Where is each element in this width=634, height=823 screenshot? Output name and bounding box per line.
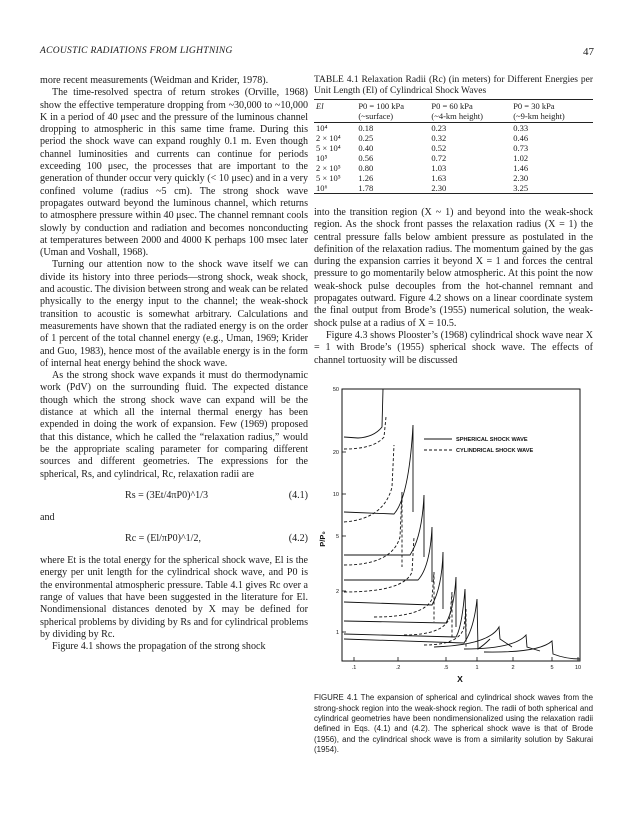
table-row — [314, 143, 593, 153]
cylindrical-profile — [374, 572, 434, 622]
equation-number: (4.1) — [288, 489, 308, 501]
spherical-profile — [344, 552, 443, 609]
table-row — [314, 133, 593, 143]
table-cell: 0.33 — [513, 123, 529, 133]
equation-text: Rc = (El/πP0)^1/2, — [125, 533, 202, 545]
y-tick-label: 1 — [335, 629, 339, 636]
x-tick-label: 5 — [550, 664, 554, 671]
table-cell: 1.02 — [513, 153, 529, 163]
table-cell: 0.72 — [431, 153, 447, 163]
cylindrical-profile — [344, 492, 402, 567]
paragraph: Figure 4.3 shows Plooster’s (1968) cylindrical shock wave near X = 1 with Brode’s (1955) spherical shock wave. The effects of channel tortuosity will be discussed — [314, 329, 593, 366]
y-tick-label: 10 — [332, 491, 339, 498]
table-header: P0 = 30 kPa — [513, 101, 555, 111]
table-cell: 0.80 — [358, 163, 374, 173]
table-cell: 0.18 — [358, 123, 374, 133]
cylindrical-profiles — [344, 417, 466, 649]
page-number: 47 — [583, 46, 594, 58]
legend-label-cylindrical: CYLINDRICAL SHOCK WAVE — [456, 447, 534, 454]
paragraph: Turning our attention now to the shock wave itself we can divide its history into three periods—strong shock, weak shock, and acoustic. The division between strong and weak can be related physically to the energy input to the channel; the weak-shock transition to acoustic is somewhat arbitrary. Calculations and measurements have shown that the radiated energy is on the order of 1 percent of the total channel energy (e.g., Uman, 1969; Krider and Guo, 1983), hence most of the available energy is in the form of internal heat energy behind the shock wave. — [40, 259, 308, 369]
table-cell: 5 × 10⁵ — [316, 173, 341, 183]
relaxation-radii-table — [314, 99, 593, 194]
paragraph: Figure 4.1 shows the propagation of the strong shock — [52, 641, 266, 653]
table-cell: 1.78 — [358, 183, 374, 193]
spherical-profiles — [344, 389, 580, 659]
table-subheader: (~surface) — [356, 111, 429, 123]
x-axis-label: X — [457, 673, 463, 684]
x-tick-label: .2 — [395, 664, 401, 671]
x-tick-label: 1 — [475, 664, 479, 671]
y-tick-label: 2 — [335, 588, 339, 595]
y-tick-label: 50 — [332, 386, 339, 393]
table-cell: 2 × 10⁵ — [316, 163, 341, 173]
table-cell: 10⁴ — [316, 123, 328, 133]
x-tick-label: 2 — [511, 664, 515, 671]
paragraph: into the transition region (X ~ 1) and beyond into the weak-shock region. As the shock front passes the relaxation radius (X = 1) the central pressure falls below ambient pressure as postulated in the definition of the relaxation radius. The momentum gained by the gas during the expansion carries it beyond X = 1 and forces the central pressure to go momentarily below atmospheric. At this point the now weak-shock pulse decouples from the hot-channel remnant and propagates outward. Figure 4.2 shows on a linear coordinate system the final output from Brode’s (1955) numerical solution, the weak-shock pulse at a radius of X = 10.5. — [314, 207, 593, 329]
spherical-profile — [484, 641, 580, 659]
shock-wave-plot — [314, 377, 593, 687]
table-cell: 10⁶ — [316, 183, 328, 193]
paragraph: where Et is the total energy for the spherical shock wave, El is the energy per unit length for the cylindrical shock wave, and P0 is the environmental atmospheric pressure. Table 4.1 gives Rc over a range of values that have been suggested in the literature for El. Nondimensional distances denoted by X may be defined for spherical problems by dividing by Rs and for cylindrical problems by dividing by Rc. — [40, 555, 308, 640]
table-cell: 2 × 10⁴ — [316, 133, 341, 143]
table-cell: 0.25 — [358, 133, 374, 143]
table-cell: 10⁵ — [316, 153, 328, 163]
spherical-profile — [344, 599, 490, 649]
table-row — [314, 123, 593, 134]
paragraph: more recent measurements (Weidman and Krider, 1978). — [40, 75, 269, 86]
table-caption: TABLE 4.1 Relaxation Radii (Rc) (in meters) for Different Energies per Unit Length (El) of Cylindrical Shock Waves — [314, 75, 593, 96]
table-cell: 1.63 — [431, 173, 447, 183]
spherical-profile — [344, 495, 424, 557]
table-row — [314, 163, 593, 173]
table-row — [314, 183, 593, 194]
spherical-profile — [344, 589, 466, 639]
table-cell: 3.25 — [513, 183, 529, 193]
equation-number: (4.2) — [288, 533, 308, 545]
table-header-el: El — [316, 101, 324, 111]
y-tick-label: 5 — [335, 533, 339, 540]
legend-label-spherical: SPHERICAL SHOCK WAVE — [456, 436, 528, 443]
table-cell: 1.46 — [513, 163, 529, 173]
table-subheader: (~9-km height) — [511, 111, 593, 123]
x-tick-label: .5 — [443, 664, 449, 671]
equation-4-2 — [40, 533, 308, 546]
spherical-profile — [344, 425, 413, 514]
equation-4-1 — [40, 490, 308, 503]
table-header: P0 = 100 kPa — [358, 101, 404, 111]
spherical-profile — [464, 635, 540, 651]
cylindrical-profile — [344, 445, 394, 522]
table-cell: 1.26 — [358, 173, 374, 183]
cylindrical-profile — [344, 417, 386, 449]
paragraph: As the strong shock wave expands it must do thermodynamic work (PdV) on the surrounding fluid. The expected distance though which the strong shock wave can expand will be the distance at which all the internal thermal energy has been expended in doing the work of expansion. Few (1969) proposed that this distance, which he called the “relaxation radius,” would be the appropriate scaling parameter for comparing different sources and different geometries. The expressions for the spherical, Rs, and cylindrical, Rc, relaxation radii are — [40, 370, 308, 480]
table-header: P0 = 60 kPa — [431, 101, 473, 111]
table-cell: 2.30 — [431, 183, 447, 193]
y-axis-label: P/P₀ — [318, 531, 327, 547]
right-column — [314, 75, 593, 755]
equation-text: Rs = (3Et/4πP0)^1/3 — [125, 489, 208, 501]
table-subheader: (~4-km height) — [429, 111, 511, 123]
table-cell: 0.73 — [513, 143, 529, 153]
x-tick-label: .1 — [351, 664, 357, 671]
x-tick-label: 10 — [574, 664, 582, 671]
table-cell: 0.32 — [431, 133, 447, 143]
table-cell: 0.40 — [358, 143, 374, 153]
table-cell: 0.23 — [431, 123, 447, 133]
figure-caption: FIGURE 4.1 The expansion of spherical and cylindrical shock waves from the strong-shock region into the weak-shock region. The radii of both spherical and cylindrical geometries have been nondimensionalized using the relaxation radii defined in Eqs. (4.1) and (4.2). The spherical shock wave is that of Brode (1956), and the cylindrical shock wave is from a similarity solution by Sakurai (1954). — [314, 693, 593, 755]
paragraph: The time-resolved spectra of return strokes (Orville, 1968) show the effective temperature dropping from ~30,000 to ~10,000 K in a period of 40 μsec and the pressure of the luminous channel dropping to atmospheric in this same time frame. During this period the shock wave can expand roughly 0.1 m. Even though channel luminosities and currents can continue for periods exceeding 100 μsec, the processes that are important to the generation of thunder occur very quickly (< 10 μsec) and in a very confined volume (radius ~5 cm). The strong shock wave propagates outward beyond the luminous channel, which returns to atmosphere pressure within 40 μsec. The channel remnant cools slowly by conduction and radiation and becomes nonconducting at temperatures between 2000 and 4000 K perhaps 100 msec later (Uman and Voshall, 1968). — [40, 87, 308, 259]
y-tick-label: 20 — [332, 449, 339, 456]
table-cell: 2.30 — [513, 173, 529, 183]
running-title: ACOUSTIC RADIATIONS FROM LIGHTNING — [40, 46, 233, 56]
cylindrical-profile — [404, 592, 452, 639]
table-cell: 0.56 — [358, 153, 374, 163]
running-header — [40, 46, 594, 60]
table-row — [314, 153, 593, 163]
table-cell: 5 × 10⁴ — [316, 143, 341, 153]
table-row — [314, 173, 593, 183]
figure-4-1 — [314, 377, 593, 755]
left-column — [40, 75, 308, 653]
table-cell: 0.46 — [513, 133, 529, 143]
table-cell: 0.52 — [431, 143, 447, 153]
table-cell: 1.03 — [431, 163, 447, 173]
paragraph: and — [40, 511, 55, 523]
spherical-profile — [344, 389, 383, 438]
